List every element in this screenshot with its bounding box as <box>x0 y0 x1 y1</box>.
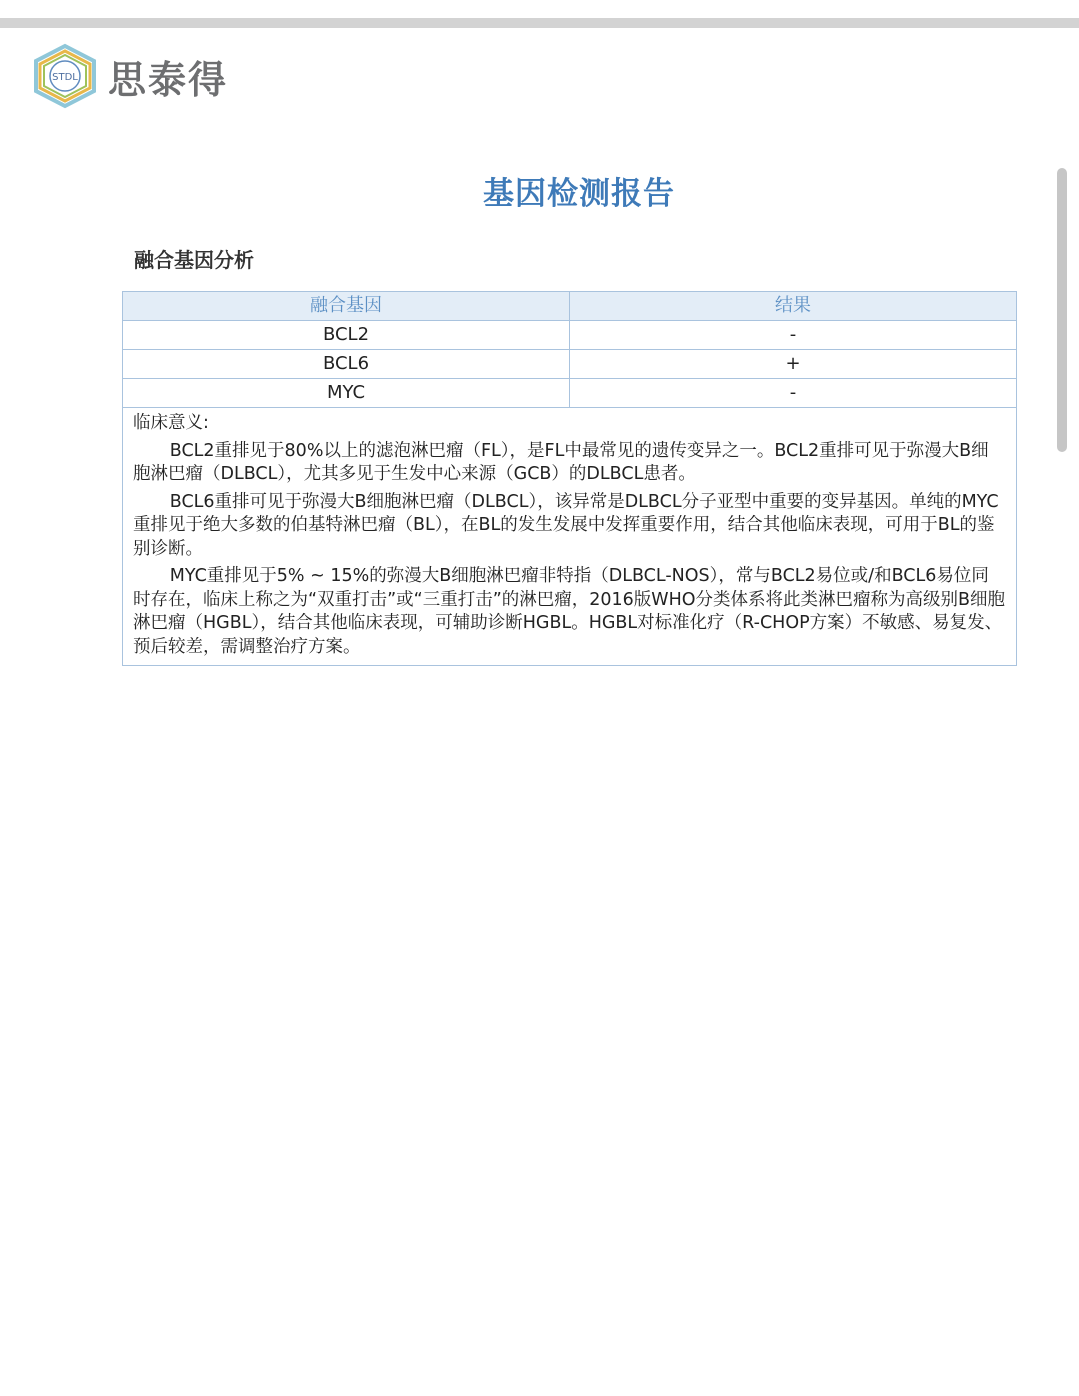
fusion-gene-table <box>122 291 1017 666</box>
logo-abbr: STDL <box>52 72 78 83</box>
result-cell: - <box>570 321 1017 350</box>
clinical-significance <box>123 408 1017 666</box>
clinical-row <box>123 408 1017 666</box>
column-header-result: 结果 <box>570 292 1017 321</box>
top-bar <box>0 18 1079 28</box>
clinical-paragraph-bcl6: BCL6重排可见于弥漫大B细胞淋巴瘤（DLBCL），该异常是DLBCL分子亚型中重要的变异基因。单纯的MYC重排见于绝大多数的伯基特淋巴瘤（BL），在BL的发生发展中发挥重要作用，结合其他临床表现，可用于BL的鉴别诊断。 <box>133 491 999 559</box>
brand-name: 思泰得 <box>108 57 229 102</box>
clinical-paragraph-myc: MYC重排见于5% ~ 15%的弥漫大B细胞淋巴瘤非特指（DLBCL-NOS），常与BCL2易位或/和BCL6易位同时存在，临床上称之为“双重打击”或“三重打击”的淋巴瘤，2016版WHO分类体系将此类淋巴瘤称为高级别B细胞淋巴瘤（HGBL），结合其他临床表现，可辅助诊断HGBL。HGBL对标准化疗（R-CHOP方案）不敏感、易复发、预后较差，需调整治疗方案。 <box>133 566 1006 657</box>
table-row <box>123 379 1017 408</box>
table-row <box>123 321 1017 350</box>
result-cell: - <box>570 379 1017 408</box>
gene-cell: BCL6 <box>123 350 570 379</box>
clinical-label: 临床意义: <box>133 413 209 433</box>
result-cell-positive: + <box>570 350 1017 379</box>
section-title: 融合基因分析 <box>134 248 254 272</box>
clinical-paragraph-bcl2: BCL2重排见于80%以上的滤泡淋巴瘤（FL），是FL中最常见的遗传变异之一。BCL2重排可见于弥漫大B细胞淋巴瘤（DLBCL），尤其多见于生发中心来源（GCB）的DLBCL患者。 <box>133 440 989 484</box>
logo-hexagon-icon <box>30 43 100 109</box>
gene-cell: MYC <box>123 379 570 408</box>
table-row <box>123 350 1017 379</box>
table-header-row <box>123 292 1017 321</box>
column-header-gene: 融合基因 <box>123 292 570 321</box>
brand-logo <box>30 42 228 110</box>
report-title: 基因检测报告 <box>483 176 675 212</box>
gene-cell: BCL2 <box>123 321 570 350</box>
